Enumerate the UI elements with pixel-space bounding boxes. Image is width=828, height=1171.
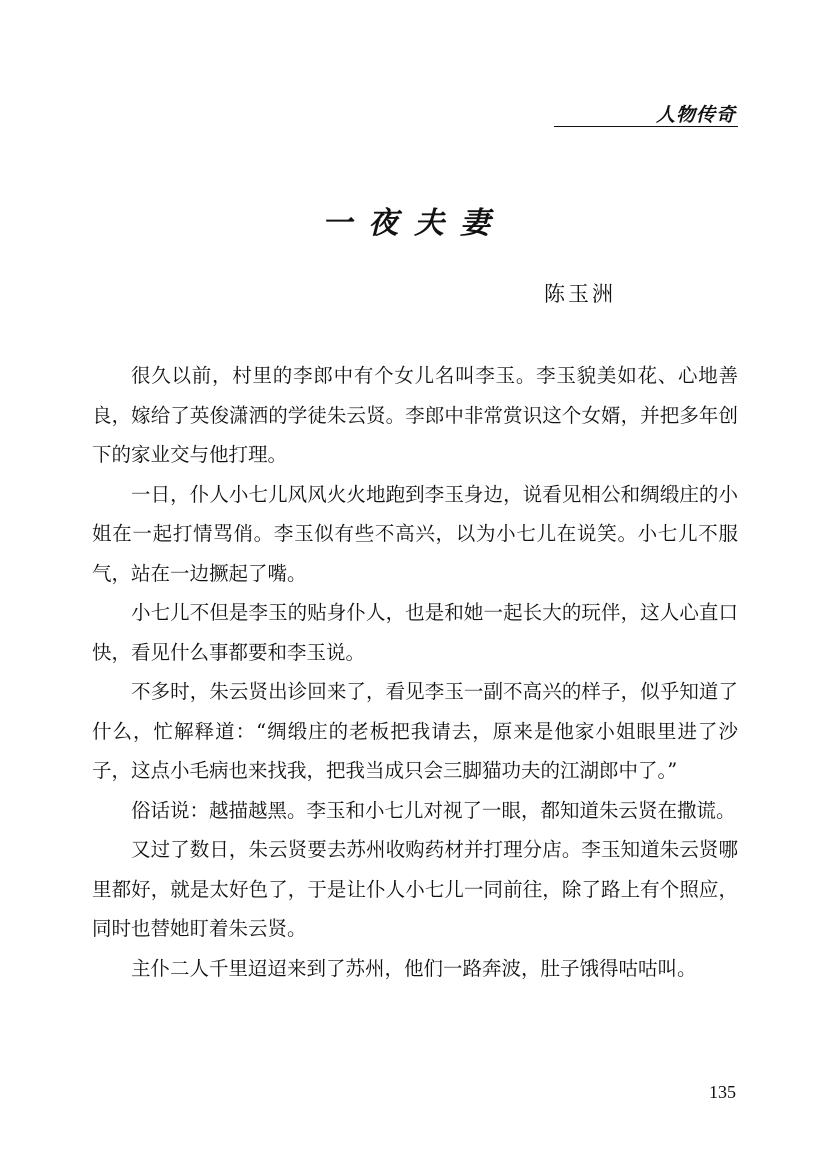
article-author: 陈玉洲 — [544, 282, 616, 306]
article-title: 一夜夫妻 — [322, 206, 506, 241]
article-body — [92, 356, 738, 988]
paragraph: 主仆二人千里迢迢来到了苏州，他们一路奔波，肚子饿得咕咕叫。 — [131, 956, 697, 980]
paragraph: 又过了数日，朱云贤要去苏州收购药材并打理分店。李玉知道朱云贤哪里都好，就是太好色了，于是让仆人小七儿一同前往，除了路上有个照应，同时也替她盯着朱云贤。 — [92, 838, 738, 940]
page-number: 135 — [709, 1082, 736, 1102]
paragraph: 不多时，朱云贤出诊回来了，看见李玉一副不高兴的样子，似乎知道了什么，忙解释道：“绸缎庄的老板把我请去，原来是他家小姐眼里进了沙子，这点小毛病也来找我，把我当成只会三脚猫功夫的江湖郎中了。” — [92, 680, 738, 782]
paragraph: 俗话说：越描越黑。李玉和小七儿对视了一眼，都知道朱云贤在撒谎。 — [131, 798, 736, 822]
section-label: 人物传奇 — [655, 104, 736, 126]
paragraph: 小七儿不但是李玉的贴身仆人，也是和她一起长大的玩伴，这人心直口快，看见什么事都要和李玉说。 — [92, 601, 738, 664]
paragraph: 一日，仆人小七儿风风火火地跑到李玉身边，说看见相公和绸缎庄的小姐在一起打情骂俏。李玉似有些不高兴，以为小七儿在说笑。小七儿不服气，站在一边撅起了嘴。 — [92, 482, 738, 585]
paragraph: 很久以前，村里的李郎中有个女儿名叫李玉。李玉貌美如花、心地善良，嫁给了英俊潇洒的学徒朱云贤。李郎中非常赏识这个女婿，并把多年创下的家业交与他打理。 — [92, 364, 738, 466]
section-divider — [554, 126, 738, 127]
